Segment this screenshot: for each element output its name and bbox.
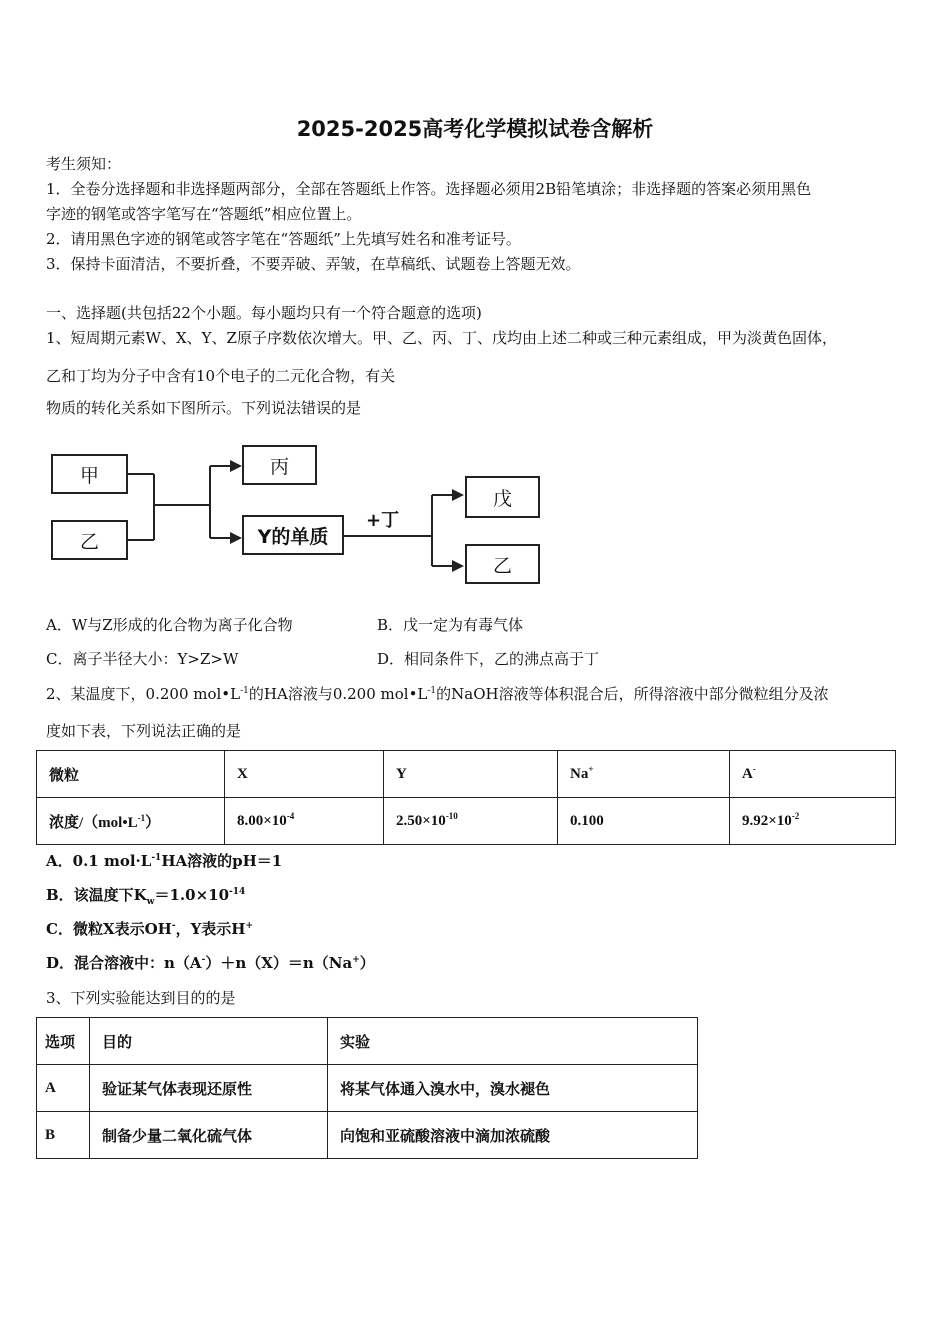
notice-line-1a: 1．全卷分选择题和非选择题两部分，全部在答题纸上作答。选择题必须用2B铅笔填涂；非选择题的答案必须用黑色 — [46, 180, 812, 198]
arrow-to-wu — [452, 489, 464, 501]
q2-h-x: X — [225, 751, 384, 798]
q1-option-a: A．W与Z形成的化合物为离子化合物 — [46, 616, 293, 634]
q3-r1-option: A — [37, 1065, 90, 1112]
q2-h-particle: 微粒 — [37, 751, 225, 798]
section-heading: 一、选择题(共包括22个小题。每小题均只有一个符合题意的选项) — [46, 304, 482, 322]
q3-r2-experiment: 向饱和亚硫酸溶液中滴加浓硫酸 — [328, 1112, 698, 1159]
q1-stem-line-1: 1、短周期元素W、X、Y、Z原子序数依次增大。甲、乙、丙、丁、戊均由上述二种或三种元素组成，甲为淡黄色固体， — [46, 329, 837, 347]
box-y-element: Y的单质 — [242, 515, 344, 555]
q3-table — [36, 1017, 698, 1159]
q3-r1-experiment: 将某气体通入溴水中，溴水褪色 — [328, 1065, 698, 1112]
q2-h-y: Y — [384, 751, 558, 798]
q2-h-na: Na+ — [558, 751, 730, 798]
notice-line-2: 2．请用黑色字迹的钢笔或答字笔在“答题纸”上先填写姓名和准考证号。 — [46, 230, 521, 248]
q2-option-d: D．混合溶液中：n（A-）＋n（X）＝n（Na+） — [46, 954, 375, 972]
q2-r-x: $8.00\times 10^{-4}$ — [225, 798, 384, 845]
q1-stem-line-3: 物质的转化关系如下图所示。下列说法错误的是 — [46, 399, 362, 417]
q1-option-b: B．戊一定为有毒气体 — [377, 616, 524, 634]
notice-line-1b: 字迹的钢笔或答字笔写在“答题纸”相应位置上。 — [46, 205, 362, 223]
q2-r-a: $9.92\times 10^{-2}$ — [730, 798, 896, 845]
q2-table — [36, 750, 896, 845]
q2-option-a: A．0.1 $mol\cdot L^{-1}HA$溶液的pH＝1 — [46, 852, 283, 870]
q1-stem-line-2: 乙和丁均为分子中含有10个电子的二元化合物，有关 — [46, 367, 396, 385]
q3-r1-purpose: 验证某气体表现还原性 — [90, 1065, 328, 1112]
q3-h-option: 选项 — [37, 1018, 90, 1065]
box-wu: 戊 — [465, 476, 540, 518]
q2-option-b: B．该温度下$K_w=1.0\times 10^{-14}$ — [46, 886, 246, 907]
q2-r-label: 浓度$/(mol•L^{-1})$ — [37, 798, 225, 845]
table-row — [37, 1112, 698, 1159]
q2-stem-line-2: 度如下表，下列说法正确的是 — [46, 722, 242, 740]
q2-stem-line-1: 2、某温度下，0.200 $mol•L^{-1}$的HA溶液与0.200 $mol•L^{-1}$的NaOH溶液等体积混合后，所得溶液中部分微粒组分及浓 — [46, 685, 829, 703]
page-title: 2025-2025高考化学模拟试卷含解析 — [296, 117, 654, 141]
notice-heading: 考生须知： — [46, 155, 122, 173]
box-yi: 乙 — [51, 520, 128, 560]
box-bing: 丙 — [242, 445, 317, 485]
q2-h-a: A- — [730, 751, 896, 798]
table-row — [37, 751, 896, 798]
q2-option-c: C．微粒X表示OH-，Y表示H+ — [46, 920, 254, 938]
q1-option-d: D．相同条件下，乙的沸点高于丁 — [377, 650, 600, 668]
q2-r-na: 0.100 — [558, 798, 730, 845]
q3-stem: 3、下列实验能达到目的的是 — [46, 989, 236, 1007]
notice-line-3: 3．保持卡面清洁，不要折叠，不要弄破、弄皱，在草稿纸、试题卷上答题无效。 — [46, 255, 581, 273]
q3-r2-purpose: 制备少量二氧化硫气体 — [90, 1112, 328, 1159]
arrow-to-bing — [230, 460, 242, 472]
arrow-to-yi2 — [452, 560, 464, 572]
label-plus-ding: +丁 — [366, 510, 400, 531]
arrow-to-y — [230, 532, 242, 544]
box-yi-2: 乙 — [465, 544, 540, 584]
box-jia: 甲 — [51, 454, 128, 494]
q3-h-purpose: 目的 — [90, 1018, 328, 1065]
q3-r2-option: B — [37, 1112, 90, 1159]
table-row — [37, 1018, 698, 1065]
q2-r-y: $2.50\times 10^{-10}$ — [384, 798, 558, 845]
q1-option-c: C．离子半径大小：Y>Z>W — [46, 650, 239, 668]
table-row — [37, 798, 896, 845]
q3-h-experiment: 实验 — [328, 1018, 698, 1065]
table-row — [37, 1065, 698, 1112]
